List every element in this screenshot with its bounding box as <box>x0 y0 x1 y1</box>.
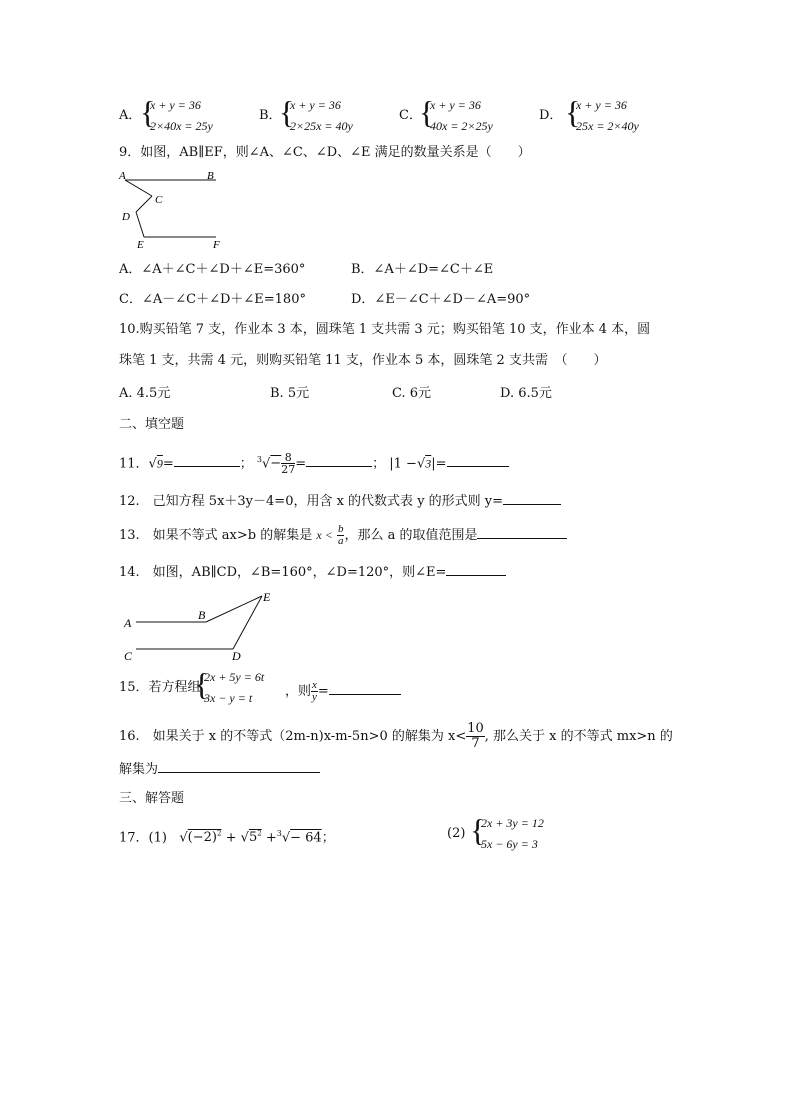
exponent: 2 <box>216 830 222 838</box>
option-label: C． <box>399 108 422 123</box>
equals: = <box>162 456 174 472</box>
abs-close: |= <box>431 456 447 472</box>
section-heading-solve: 三、解答题 <box>119 791 185 806</box>
point-b-label: B <box>207 170 214 182</box>
q9-stem: 9．如图，AB∥EF，则∠A、∠C、∠D、∠E 满足的数量关系是（ ） <box>119 145 531 160</box>
q13-stem: 13. 如果不等式 ax>b 的解集是 <box>119 528 313 543</box>
radical-sign: √ <box>240 830 249 846</box>
q11-number: 11． <box>119 456 149 472</box>
segment-cd <box>136 196 152 212</box>
system-brace: { <box>565 94 581 130</box>
radical-sign: √ <box>262 456 271 472</box>
system-brace: { <box>140 94 156 130</box>
q15-answer-blank[interactable] <box>329 682 401 695</box>
q17-part2-label: (2) <box>447 826 466 841</box>
fraction-denominator: y <box>312 691 317 703</box>
q12-answer-blank[interactable] <box>503 492 561 505</box>
q16-answer-blank[interactable] <box>158 760 320 773</box>
q10-option-c: C. 6元 <box>392 386 432 401</box>
point-e-label: E <box>137 239 144 251</box>
segment-ac <box>125 180 152 196</box>
base: (−2) <box>187 830 217 846</box>
q16-solution-label: 解集为 <box>119 762 159 777</box>
q16-line2 <box>119 760 320 778</box>
segment-be <box>206 596 262 622</box>
exponent: 2 <box>257 830 262 838</box>
q15-mid: ，则 <box>285 684 312 699</box>
equation-1: x + y = 36 <box>430 98 481 112</box>
section-heading-fill-blank: 二、填空题 <box>119 417 185 432</box>
cube-root-radicand <box>270 451 296 477</box>
q9-option-c: C．∠A－∠C＋∠D＋∠E=180° <box>119 292 306 307</box>
q12-stem: 12. 己知方程 5x＋3y－4=0，用含 x 的代数式表 y 的形式则 y= <box>119 494 504 509</box>
point-d-label: D <box>122 211 130 223</box>
minus-sign: − <box>270 456 282 472</box>
inequality-x-lt: x < <box>316 528 333 542</box>
equals: = <box>317 684 329 699</box>
fraction-denominator: a <box>337 535 344 547</box>
point-a-label: A <box>119 170 126 182</box>
q13 <box>119 524 567 547</box>
option-label: A． <box>119 108 142 123</box>
radical-sign: √ <box>416 456 426 472</box>
q14-answer-blank[interactable] <box>446 563 506 576</box>
answer-blank-1[interactable] <box>174 454 240 467</box>
fraction-x-over-y <box>311 680 318 703</box>
fraction-numerator: 10 <box>467 721 484 736</box>
separator: ； <box>372 456 386 472</box>
q17-part1 <box>119 826 335 846</box>
q14-figure <box>118 588 288 664</box>
system-brace: { <box>194 666 210 702</box>
system-brace: { <box>419 94 435 130</box>
fraction-numerator: b <box>337 523 344 535</box>
q10-stem-line1: 10.购买铅笔 7 支，作业本 3 本，圆珠笔 1 支共需 3 元；购买铅笔 10 支，作业本 4 本，圆 <box>119 322 651 337</box>
radicand-5sq <box>249 830 262 845</box>
point-f-label: F <box>213 239 220 251</box>
point-c-label: C <box>124 649 133 663</box>
q17-number: 17．(1) <box>119 830 167 846</box>
q16-line1 <box>119 722 673 751</box>
radicand: 3 <box>425 456 432 471</box>
q13-answer-blank[interactable] <box>477 526 567 539</box>
separator: ； <box>239 456 253 472</box>
point-e-label: E <box>263 590 271 604</box>
q9-option-d: D．∠E－∠C＋∠D－∠A=90° <box>351 292 531 307</box>
q10-stem-line2: 珠笔 1 支，共需 4 元，则购买铅笔 11 支，作业本 5 本，圆珠笔 2 支共需 （ ） <box>119 353 607 368</box>
fraction-denominator: 7 <box>471 736 480 751</box>
q16-stem-end: , 那么关于 x 的不等式 mx>n 的 <box>484 729 673 744</box>
q14-stem: 14. 如图，AB∥CD，∠B=160°，∠D=120°，则∠E= <box>119 565 447 580</box>
q10-option-d: D. 6.5元 <box>500 386 552 401</box>
radicand: 9 <box>156 456 163 471</box>
q10-option-a: A. 4.5元 <box>119 386 171 401</box>
cube-root-index: 3 <box>276 829 282 838</box>
answer-blank-2[interactable] <box>306 454 372 467</box>
equation-1: x + y = 36 <box>576 98 627 112</box>
cube-root-index: 3 <box>256 455 262 464</box>
equation-2: 40x = 2×25y <box>430 119 493 133</box>
equation-2: 2×40x = 25y <box>150 119 213 133</box>
option-label: B． <box>259 108 282 123</box>
equation-2: 25x = 2×40y <box>576 119 639 133</box>
point-c-label: C <box>155 194 163 206</box>
fraction-10-over-7 <box>466 722 485 751</box>
semicolon: ； <box>321 830 335 846</box>
fraction-numerator: 8 <box>281 452 295 464</box>
equation-1: x + y = 36 <box>150 98 201 112</box>
q9-option-a: A．∠A＋∠C＋∠D＋∠E=360° <box>119 262 306 277</box>
q15-tail <box>285 680 401 703</box>
segment-de <box>136 212 144 237</box>
radical-sign: √ <box>281 830 291 846</box>
q17-equation-2: 5x − 6y = 3 <box>481 837 538 851</box>
answer-blank-3[interactable] <box>447 454 509 467</box>
q10-option-b: B. 5元 <box>270 386 310 401</box>
plus: + <box>225 830 237 846</box>
point-d-label: D <box>232 649 241 663</box>
q14 <box>119 563 506 581</box>
base: 5 <box>248 830 258 846</box>
q11 <box>119 452 509 475</box>
point-b-label: B <box>198 608 206 622</box>
system-brace: { <box>279 94 295 130</box>
abs-open: |1 − <box>389 456 417 472</box>
q16-stem: 16. 如果关于 x 的不等式（2m-n)x-m-5n>0 的解集为 x< <box>119 729 467 744</box>
radicand-neg2 <box>188 830 222 845</box>
point-a-label: A <box>124 616 132 630</box>
q15-equation-1: 2x + 5y = 6t <box>204 670 265 684</box>
option-label: D． <box>539 108 563 123</box>
fraction <box>281 452 295 475</box>
q17-equation-1: 2x + 3y = 12 <box>481 816 544 830</box>
equation-2: 2×25x = 40y <box>290 119 353 133</box>
fraction-numerator: x <box>312 679 317 691</box>
equals: = <box>295 456 307 472</box>
fraction-denominator: 27 <box>281 463 296 477</box>
q13-stem-end: ，那么 a 的取值范围是 <box>344 528 478 543</box>
radical-sign: √ <box>148 456 157 472</box>
equation-1: x + y = 36 <box>290 98 341 112</box>
q12 <box>119 492 561 510</box>
radical-sign: √ <box>179 830 188 846</box>
cube-root-radicand: − 64 <box>290 830 322 846</box>
q9-option-b: B．∠A＋∠D=∠C＋∠E <box>351 262 494 277</box>
q9-figure <box>112 168 232 252</box>
plus: + <box>265 830 277 846</box>
q15-pre: 15．若方程组 <box>119 680 201 695</box>
q15-equation-2: 3x − y = t <box>204 691 253 705</box>
segment-ed <box>233 596 262 649</box>
system-brace: { <box>470 812 486 848</box>
